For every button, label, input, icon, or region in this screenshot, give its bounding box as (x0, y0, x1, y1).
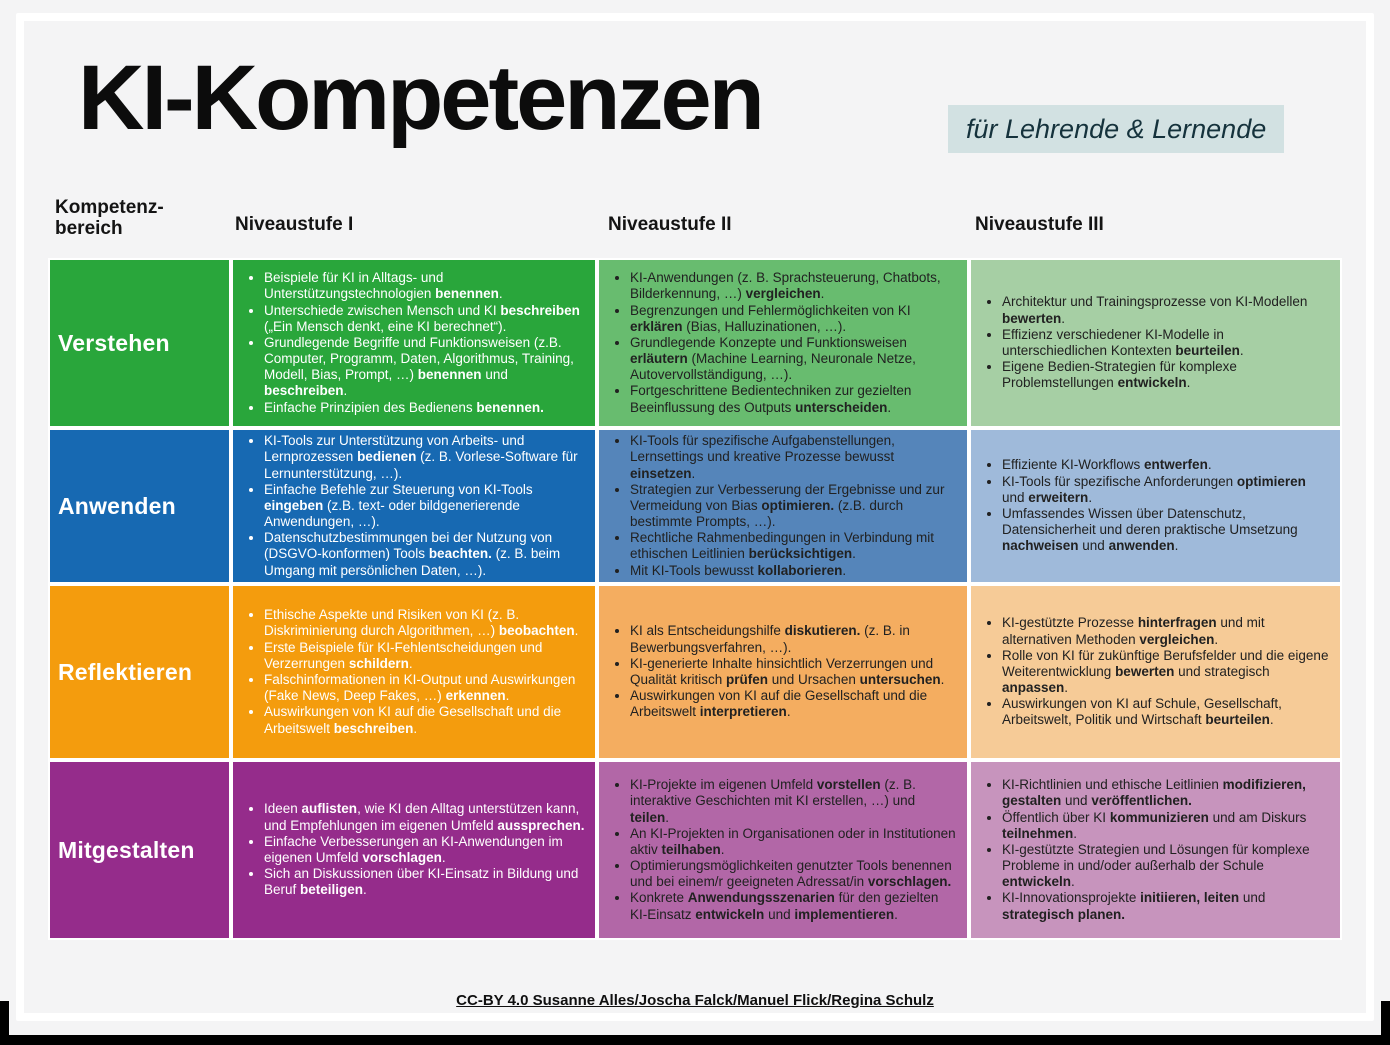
bullet-item: • Auswirkungen von KI auf Schule, Gesellschaft, Arbeitswelt, Politik und Wirtschaft beurteilen. (1002, 696, 1330, 728)
bullet-list (971, 611, 1340, 732)
bullet-item: • Auswirkungen von KI auf die Gesellschaft und die Arbeitswelt beschreiben. (264, 704, 585, 736)
bullet-list (233, 429, 595, 583)
bullet-item: • Ethische Aspekte und Risiken von KI (z. B. Diskriminierung durch Algorithmen, …) beobachten. (264, 607, 585, 639)
bullet-item: • Datenschutzbestimmungen bei der Nutzung von (DSGVO-konformen) Tools beachten. (z. B. beim Umgang mit persönlichen Daten, …). (264, 530, 585, 579)
row-label-mitgestalten: Mitgestalten (48, 760, 231, 940)
bullet-item: • KI-Tools zur Unterstützung von Arbeits- und Lernprozessen bedienen (z. B. Vorlese-Software für Lernunterstützung, …). (264, 433, 585, 482)
bullet-item: • KI als Entscheidungshilfe diskutieren. (z. B. in Bewerbungsverfahren, …). (630, 623, 957, 655)
bullet-item: • Fortgeschrittene Bedientechniken zur gezielten Beeinflussung des Outputs unterscheiden. (630, 383, 957, 415)
column-header-niveaustufe-3: Niveaustufe III (975, 214, 1104, 235)
row-label-reflektieren: Reflektieren (48, 584, 231, 760)
column-header-kompetenzbereich (55, 197, 164, 240)
cell-anwenden-niveau-2 (597, 428, 969, 584)
matrix-table (48, 258, 1342, 940)
bullet-item: • Umfassendes Wissen über Datenschutz, Datensicherheit und deren praktische Umsetzung nachweisen und anwenden. (1002, 506, 1330, 555)
subtitle-badge: für Lehrende & Lernende (948, 105, 1284, 153)
bullet-item: • Rolle von KI für zukünftige Berufsfelder und die eigene Weiterentwicklung bewerten und strategisch anpassen. (1002, 648, 1330, 697)
cell-mitgestalten-niveau-1 (231, 760, 597, 940)
cell-anwenden-niveau-3 (969, 428, 1342, 584)
bullet-item: • KI-Tools für spezifische Aufgabenstellungen, Lernsettings und kreative Prozesse bewusst einsetzen. (630, 433, 957, 482)
screen-edge-bottom (0, 1035, 1390, 1045)
bullet-list (233, 797, 595, 902)
bullet-list (233, 266, 595, 420)
bullet-item: • Grundlegende Konzepte und Funktionsweisen erläutern (Machine Learning, Neuronale Netze, Autovervollständigung, …). (630, 335, 957, 384)
bullet-item: • KI-Anwendungen (z. B. Sprachsteuerung, Chatbots, Bilderkennung, …) vergleichen. (630, 270, 957, 302)
screen-edge-right (1381, 1001, 1390, 1045)
row-label-verstehen: Verstehen (48, 258, 231, 428)
bullet-item: • Öffentlich über KI kommunizieren und am Diskurs teilnehmen. (1002, 810, 1330, 842)
bullet-item: • Begrenzungen und Fehlermöglichkeiten von KI erklären (Bias, Halluzinationen, …). (630, 303, 957, 335)
bullet-item: • Optimierungsmöglichkeiten genutzter Tools benennen und bei einem/r geeigneten Adressat/in vorschlagen. (630, 858, 957, 890)
screen-edge-left (0, 1001, 9, 1045)
cell-reflektieren-niveau-2 (597, 584, 969, 760)
bullet-item: • Rechtliche Rahmenbedingungen in Verbindung mit ethischen Leitlinien berücksichtigen. (630, 530, 957, 562)
cell-reflektieren-niveau-3 (969, 584, 1342, 760)
bullet-item: • KI-Innovationsprojekte initiieren, leiten und strategisch planen. (1002, 890, 1330, 922)
cell-anwenden-niveau-1 (231, 428, 597, 584)
credit-link[interactable]: CC-BY 4.0 Susanne Alles/Joscha Falck/Manuel Flick/Regina Schulz (456, 992, 934, 1009)
cell-verstehen-niveau-3 (969, 258, 1342, 428)
bullet-item: • Mit KI-Tools bewusst kollaborieren. (630, 563, 957, 579)
cell-mitgestalten-niveau-3 (969, 760, 1342, 940)
cell-reflektieren-niveau-1 (231, 584, 597, 760)
bullet-item: • Sich an Diskussionen über KI-Einsatz in Bildung und Beruf beteiligen. (264, 866, 585, 898)
bullet-list (599, 773, 967, 927)
bullet-list (971, 773, 1340, 927)
cell-mitgestalten-niveau-2 (597, 760, 969, 940)
cell-verstehen-niveau-2 (597, 258, 969, 428)
bullet-item: • Effizienz verschiedener KI-Modelle in unterschiedlichen Kontexten beurteilen. (1002, 327, 1330, 359)
bullet-list (971, 453, 1340, 558)
cell-verstehen-niveau-1 (231, 258, 597, 428)
bullet-item: • Konkrete Anwendungsszenarien für den gezielten KI-Einsatz entwickeln und implementieren. (630, 890, 957, 922)
bullet-item: • KI-Richtlinien und ethische Leitlinien modifizieren, gestalten und veröffentlichen. (1002, 777, 1330, 809)
column-header-niveaustufe-1: Niveaustufe I (235, 214, 354, 235)
bullet-item: • Beispiele für KI in Alltags- und Unterstützungstechnologien benennen. (264, 270, 585, 302)
bullet-list (599, 619, 967, 724)
bullet-item: • Falschinformationen in KI-Output und Auswirkungen (Fake News, Deep Fakes, …) erkennen. (264, 672, 585, 704)
bullet-item: • KI-Tools für spezifische Anforderungen optimieren und erweitern. (1002, 474, 1330, 506)
bullet-list (599, 429, 967, 583)
column-header-niveaustufe-2: Niveaustufe II (608, 214, 732, 235)
bullet-item: • Ideen auflisten, wie KI den Alltag unterstützen kann, und Empfehlungen im eigenen Umfeld aussprechen. (264, 801, 585, 833)
bullet-item: • Auswirkungen von KI auf die Gesellschaft und die Arbeitswelt interpretieren. (630, 688, 957, 720)
bullet-list (971, 290, 1340, 395)
bullet-item: • KI-gestützte Strategien und Lösungen für komplexe Probleme in und/oder außerhalb der Schule entwickeln. (1002, 842, 1330, 891)
bullet-item: • Einfache Befehle zur Steuerung von KI-Tools eingeben (z.B. text- oder bildgenerierende Anwendungen, …). (264, 482, 585, 531)
row-label-anwenden: Anwenden (48, 428, 231, 584)
page-title: KI-Kompetenzen (78, 47, 762, 149)
bullet-item: • KI-Projekte im eigenen Umfeld vorstellen (z. B. interaktive Geschichten mit KI erstellen, …) und teilen. (630, 777, 957, 826)
bullet-item: • Architektur und Trainingsprozesse von KI-Modellen bewerten. (1002, 294, 1330, 326)
bullet-item: • Erste Beispiele für KI-Fehlentscheidungen und Verzerrungen schildern. (264, 640, 585, 672)
bullet-item: • Unterschiede zwischen Mensch und KI beschreiben („Ein Mensch denkt, eine KI berechnet“). (264, 303, 585, 335)
bullet-item: • Einfache Verbesserungen an KI-Anwendungen im eigenen Umfeld vorschlagen. (264, 834, 585, 866)
bullet-list (599, 266, 967, 420)
bullet-item: • Eigene Bedien-Strategien für komplexe Problemstellungen entwickeln. (1002, 359, 1330, 391)
bullet-item: • Grundlegende Begriffe und Funktionsweisen (z.B. Computer, Programm, Daten, Algorithmus, Training, Modell, Bias, Prompt, …) benennen und beschreiben. (264, 335, 585, 400)
bullet-item: • Einfache Prinzipien des Bedienens benennen. (264, 400, 585, 416)
bullet-item: • An KI-Projekten in Organisationen oder in Institutionen aktiv teilhaben. (630, 826, 957, 858)
bullet-item: • KI-gestützte Prozesse hinterfragen und mit alternativen Methoden vergleichen. (1002, 615, 1330, 647)
column-header-kompetenzbereich-line2: bereich (55, 218, 123, 240)
bullet-item: • Effiziente KI-Workflows entwerfen. (1002, 457, 1330, 473)
bullet-list (233, 603, 595, 741)
bullet-item: • KI-generierte Inhalte hinsichtlich Verzerrungen und Qualität kritisch prüfen und Ursachen untersuchen. (630, 656, 957, 688)
bullet-item: • Strategien zur Verbesserung der Ergebnisse und zur Vermeidung von Bias optimieren. (z.B. durch bestimmte Prompts, …). (630, 482, 957, 531)
column-header-kompetenzbereich-line1: Kompetenz- (55, 197, 164, 218)
